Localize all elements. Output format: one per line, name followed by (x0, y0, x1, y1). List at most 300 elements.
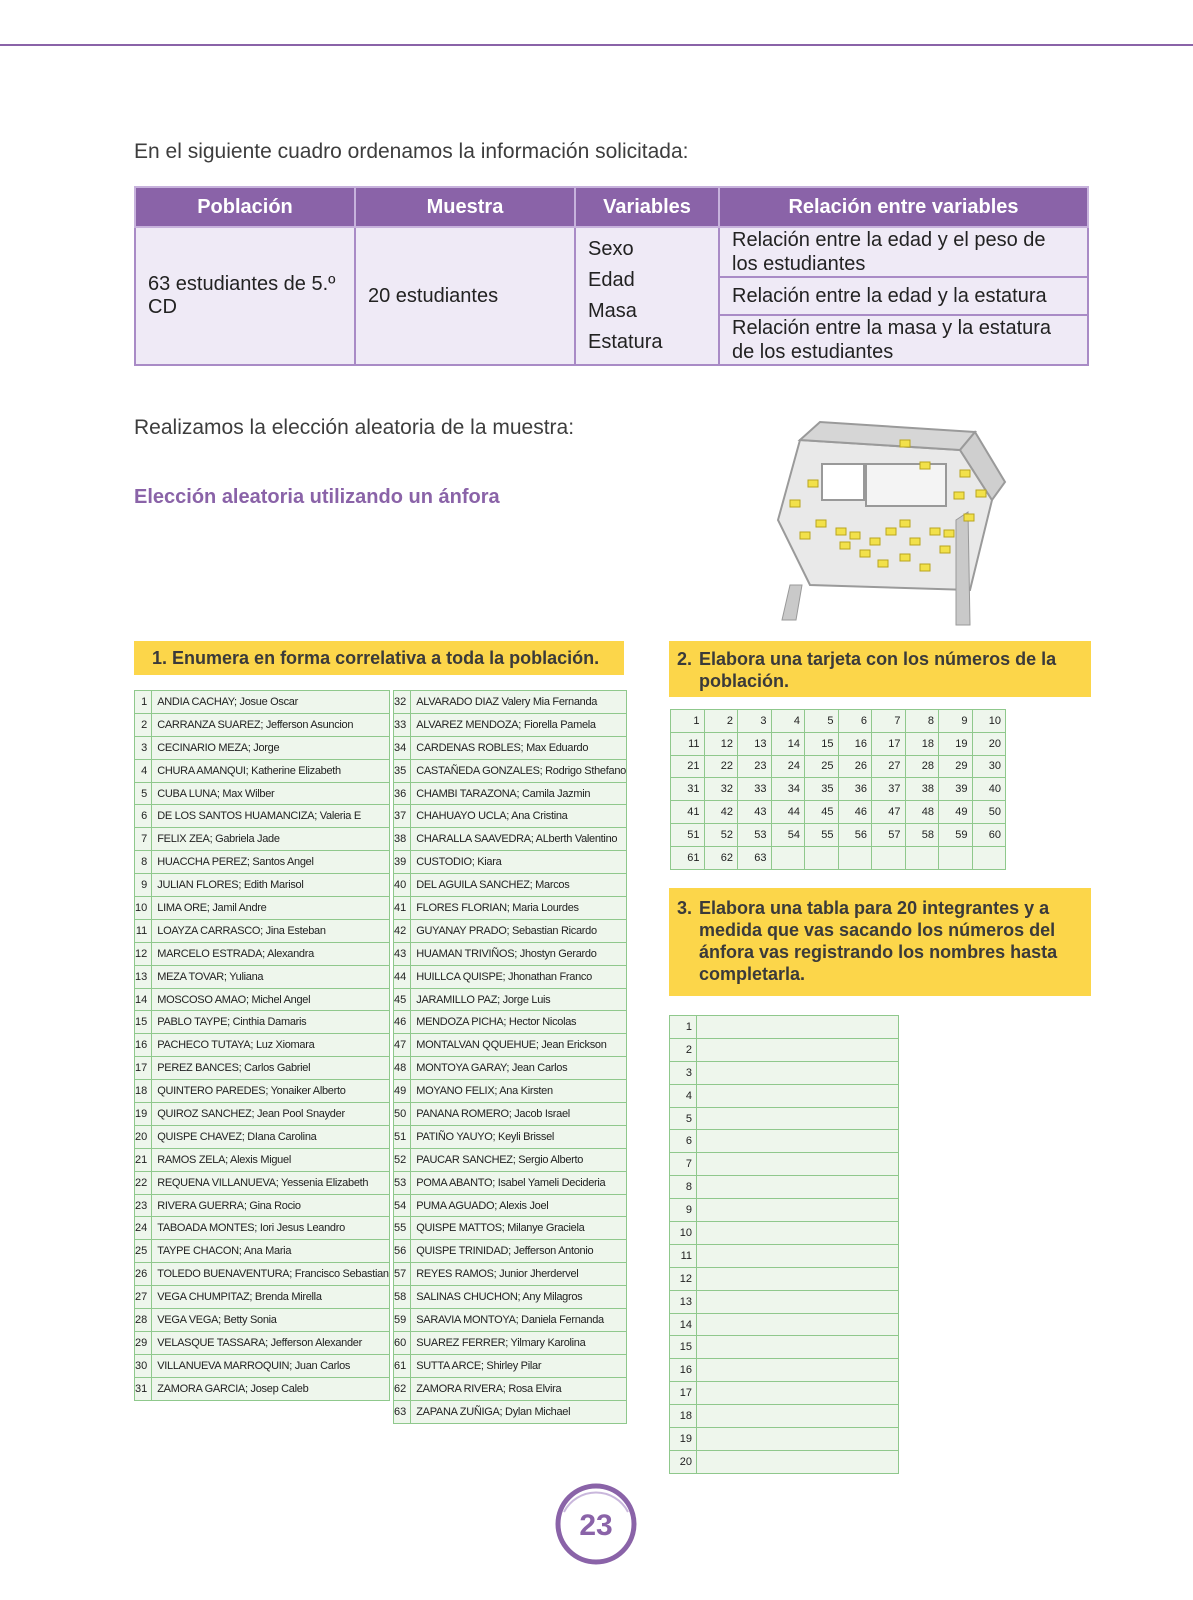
row-number: 3 (670, 1061, 697, 1084)
student-name: RAMOS ZELA; Alexis Miguel (152, 1148, 390, 1171)
blank-name-cell[interactable] (697, 1359, 899, 1382)
table-row (135, 759, 390, 782)
student-name: SARAVIA MONTOYA; Daniela Fernanda (411, 1309, 627, 1332)
blank-name-cell[interactable] (697, 1130, 899, 1153)
step-1-banner (134, 641, 624, 675)
selection-text: Realizamos la elección aleatoria de la muestra: (134, 416, 575, 439)
blank-name-cell[interactable] (697, 1222, 899, 1245)
table-row (394, 1194, 627, 1217)
grid-cell: 43 (738, 801, 772, 824)
sample-record-table (669, 1015, 899, 1474)
grid-cell-empty (939, 846, 973, 869)
table-row (135, 1125, 390, 1148)
student-name: ALVAREZ MENDOZA; Fiorella Pamela (411, 713, 627, 736)
student-name: GUYANAY PRADO; Sebastian Ricardo (411, 919, 627, 942)
student-name: QUISPE MATTOS; Milanye Graciela (411, 1217, 627, 1240)
table-row (135, 1331, 390, 1354)
step-text: Elabora una tabla para 20 integrantes y a medida que vas sacando los números del ánfora vas registrando los nombres hasta completarla. (699, 898, 1058, 984)
student-name: CHAHUAYO UCLA; Ana Cristina (411, 805, 627, 828)
table-row (394, 691, 627, 714)
student-name: HUAMAN TRIVIÑOS; Jhostyn Gerardo (411, 942, 627, 965)
row-number: 6 (670, 1130, 697, 1153)
grid-cell-empty (771, 846, 805, 869)
row-number: 36 (394, 782, 411, 805)
table-row (670, 1107, 899, 1130)
grid-cell: 40 (972, 778, 1006, 801)
grid-cell: 54 (771, 823, 805, 846)
row-number: 4 (135, 759, 152, 782)
grid-cell: 51 (671, 823, 705, 846)
row-number: 51 (394, 1125, 411, 1148)
table-row (135, 1354, 390, 1377)
grid-cell: 62 (704, 846, 738, 869)
row-number: 13 (135, 965, 152, 988)
table-row (394, 1400, 627, 1423)
table-row (670, 1016, 899, 1039)
step-number: 3. (677, 898, 693, 918)
blank-name-cell[interactable] (697, 1016, 899, 1039)
grid-cell: 31 (671, 778, 705, 801)
row-number: 46 (394, 1011, 411, 1034)
blank-name-cell[interactable] (697, 1061, 899, 1084)
row-number: 57 (394, 1263, 411, 1286)
table-row (135, 782, 390, 805)
grid-cell: 22 (704, 755, 738, 778)
table-row (670, 1038, 899, 1061)
row-number: 31 (135, 1377, 152, 1400)
table-row (135, 828, 390, 851)
row-number: 21 (135, 1148, 152, 1171)
grid-cell: 38 (905, 778, 939, 801)
student-name: REYES RAMOS; Junior Jherdervel (411, 1263, 627, 1286)
row-number: 15 (135, 1011, 152, 1034)
grid-cell: 47 (872, 801, 906, 824)
variable-item: Sexo (588, 238, 634, 260)
table-row (135, 1217, 390, 1240)
student-name: MARCELO ESTRADA; Alexandra (152, 942, 390, 965)
blank-name-cell[interactable] (697, 1084, 899, 1107)
grid-cell: 50 (972, 801, 1006, 824)
blank-name-cell[interactable] (697, 1267, 899, 1290)
student-name: MEZA TOVAR; Yuliana (152, 965, 390, 988)
grid-cell: 14 (771, 732, 805, 755)
row-number: 3 (135, 736, 152, 759)
row-number: 37 (394, 805, 411, 828)
grid-cell-empty (972, 846, 1006, 869)
blank-name-cell[interactable] (697, 1153, 899, 1176)
table-row (394, 1080, 627, 1103)
row-number: 17 (670, 1382, 697, 1405)
student-name: ANDIA CACHAY; Josue Oscar (152, 691, 390, 714)
table-row (394, 1377, 627, 1400)
student-name: LIMA ORE; Jamil Andre (152, 897, 390, 920)
student-name: SUAREZ FERRER; Yilmary Karolina (411, 1331, 627, 1354)
row-number: 10 (670, 1222, 697, 1245)
grid-cell: 35 (805, 778, 839, 801)
relacion-item: Relación entre la edad y el peso de los estudiantes (719, 227, 1088, 277)
grid-cell: 20 (972, 732, 1006, 755)
student-name: PUMA AGUADO; Alexis Joel (411, 1194, 627, 1217)
row-number: 45 (394, 988, 411, 1011)
grid-cell: 8 (905, 710, 939, 733)
grid-cell: 11 (671, 732, 705, 755)
student-name: ALVARADO DIAZ Valery Mia Fernanda (411, 691, 627, 714)
student-name: QUISPE TRINIDAD; Jefferson Antonio (411, 1240, 627, 1263)
row-number: 50 (394, 1103, 411, 1126)
table-row (670, 1199, 899, 1222)
grid-cell: 23 (738, 755, 772, 778)
blank-name-cell[interactable] (697, 1382, 899, 1405)
table-row (135, 919, 390, 942)
row-number: 44 (394, 965, 411, 988)
table-row (135, 1309, 390, 1332)
table-row (135, 1011, 390, 1034)
row-number: 60 (394, 1331, 411, 1354)
grid-cell: 2 (704, 710, 738, 733)
table-row (135, 691, 390, 714)
row-number: 9 (670, 1199, 697, 1222)
student-name: CHARALLA SAAVEDRA; ALberth Valentino (411, 828, 627, 851)
table-row (135, 942, 390, 965)
student-name: SUTTA ARCE; Shirley Pilar (411, 1354, 627, 1377)
grid-cell: 49 (939, 801, 973, 824)
summary-table (134, 186, 1089, 366)
relacion-item: Relación entre la edad y la estatura (719, 277, 1088, 315)
grid-cell: 56 (838, 823, 872, 846)
variable-item: Edad (588, 269, 635, 291)
row-number: 25 (135, 1240, 152, 1263)
table-row (670, 1061, 899, 1084)
blank-name-cell[interactable] (697, 1107, 899, 1130)
student-name: ZAMORA GARCIA; Josep Caleb (152, 1377, 390, 1400)
row-number: 16 (135, 1034, 152, 1057)
grid-cell: 44 (771, 801, 805, 824)
student-name: CUBA LUNA; Max Wilber (152, 782, 390, 805)
table-row (670, 1336, 899, 1359)
table-row (670, 1450, 899, 1473)
grid-cell: 24 (771, 755, 805, 778)
table-row (135, 1080, 390, 1103)
grid-cell: 4 (771, 710, 805, 733)
row-number: 38 (394, 828, 411, 851)
student-name: HUILLCA QUISPE; Jhonathan Franco (411, 965, 627, 988)
grid-row (671, 755, 1006, 778)
header-muestra: Muestra (355, 187, 575, 227)
row-number: 26 (135, 1263, 152, 1286)
student-name: PAUCAR SANCHEZ; Sergio Alberto (411, 1148, 627, 1171)
table-row (394, 1171, 627, 1194)
blank-name-cell[interactable] (697, 1199, 899, 1222)
student-name: VEGA VEGA; Betty Sonia (152, 1309, 390, 1332)
row-number: 11 (135, 919, 152, 942)
grid-cell: 63 (738, 846, 772, 869)
grid-cell: 26 (838, 755, 872, 778)
row-number: 6 (135, 805, 152, 828)
blank-name-cell[interactable] (697, 1176, 899, 1199)
muestra-value: 20 estudiantes (368, 284, 499, 307)
intro-text: En el siguiente cuadro ordenamos la información solicitada: (134, 140, 689, 163)
table-row (135, 1148, 390, 1171)
row-number: 2 (670, 1038, 697, 1061)
grid-cell: 41 (671, 801, 705, 824)
table-row (670, 1359, 899, 1382)
table-row (670, 1313, 899, 1336)
student-name: FELIX ZEA; Gabriela Jade (152, 828, 390, 851)
grid-row (671, 801, 1006, 824)
blank-name-cell[interactable] (697, 1405, 899, 1428)
table-row (670, 1084, 899, 1107)
blank-name-cell[interactable] (697, 1244, 899, 1267)
table-row (394, 942, 627, 965)
row-number: 59 (394, 1309, 411, 1332)
blank-name-cell[interactable] (697, 1038, 899, 1061)
student-name: CECINARIO MEZA; Jorge (152, 736, 390, 759)
student-name: CARDENAS ROBLES; Max Eduardo (411, 736, 627, 759)
row-number: 27 (135, 1286, 152, 1309)
grid-row (671, 778, 1006, 801)
row-number: 20 (670, 1450, 697, 1473)
table-row (394, 1240, 627, 1263)
table-row (135, 897, 390, 920)
student-name: TAYPE CHACON; Ana Maria (152, 1240, 390, 1263)
page-number: 23 (579, 1509, 613, 1542)
student-name: MOSCOSO AMAO; Michel Angel (152, 988, 390, 1011)
grid-cell: 13 (738, 732, 772, 755)
table-row (394, 1148, 627, 1171)
table-row (135, 713, 390, 736)
row-number: 1 (135, 691, 152, 714)
grid-cell: 52 (704, 823, 738, 846)
student-name: JARAMILLO PAZ; Jorge Luis (411, 988, 627, 1011)
grid-cell: 57 (872, 823, 906, 846)
page-number-badge (554, 1482, 638, 1566)
student-name: FLORES FLORIAN; Maria Lourdes (411, 897, 627, 920)
grid-cell: 7 (872, 710, 906, 733)
table-row (135, 1377, 390, 1400)
student-name: CARRANZA SUAREZ; Jefferson Asuncion (152, 713, 390, 736)
row-number: 19 (670, 1428, 697, 1451)
table-row (394, 759, 627, 782)
table-row (394, 1011, 627, 1034)
table-row (670, 1222, 899, 1245)
row-number: 20 (135, 1125, 152, 1148)
table-row (670, 1130, 899, 1153)
grid-row (671, 846, 1006, 869)
row-number: 30 (135, 1354, 152, 1377)
row-number: 58 (394, 1286, 411, 1309)
row-number: 1 (670, 1016, 697, 1039)
student-name: VEGA CHUMPITAZ; Brenda Mirella (152, 1286, 390, 1309)
row-number: 5 (670, 1107, 697, 1130)
table-row (135, 851, 390, 874)
grid-cell: 25 (805, 755, 839, 778)
grid-cell-empty (838, 846, 872, 869)
table-row (135, 1263, 390, 1286)
row-number: 56 (394, 1240, 411, 1263)
row-number: 14 (135, 988, 152, 1011)
row-number: 48 (394, 1057, 411, 1080)
grid-cell: 17 (872, 732, 906, 755)
step-text: Enumera en forma correlativa a toda la población. (172, 648, 600, 668)
step-number: 2. (677, 649, 693, 669)
grid-cell: 19 (939, 732, 973, 755)
row-number: 7 (670, 1153, 697, 1176)
row-number: 11 (670, 1244, 697, 1267)
row-number: 47 (394, 1034, 411, 1057)
student-name: HUACCHA PEREZ; Santos Angel (152, 851, 390, 874)
table-row (135, 874, 390, 897)
header-poblacion: Población (135, 187, 355, 227)
table-row (394, 1309, 627, 1332)
row-number: 54 (394, 1194, 411, 1217)
blank-name-cell[interactable] (697, 1313, 899, 1336)
number-card-grid (670, 709, 1006, 870)
grid-cell: 46 (838, 801, 872, 824)
table-row (135, 1057, 390, 1080)
row-number: 42 (394, 919, 411, 942)
row-number: 16 (670, 1359, 697, 1382)
student-name: JULIAN FLORES; Edith Marisol (152, 874, 390, 897)
student-name: ZAPANA ZUÑIGA; Dylan Michael (411, 1400, 627, 1423)
row-number: 61 (394, 1354, 411, 1377)
table-row (135, 1171, 390, 1194)
grid-cell: 37 (872, 778, 906, 801)
grid-cell: 18 (905, 732, 939, 755)
table-row (394, 805, 627, 828)
row-number: 34 (394, 736, 411, 759)
summary-header-row (135, 187, 1088, 227)
blank-name-cell[interactable] (697, 1450, 899, 1473)
student-name: REQUENA VILLANUEVA; Yessenia Elizabeth (152, 1171, 390, 1194)
row-number: 32 (394, 691, 411, 714)
student-name: PANANA ROMERO; Jacob Israel (411, 1103, 627, 1126)
student-name: QUIROZ SANCHEZ; Jean Pool Snayder (152, 1103, 390, 1126)
row-number: 8 (670, 1176, 697, 1199)
student-name: PABLO TAYPE; Cinthia Damaris (152, 1011, 390, 1034)
table-row (394, 1057, 627, 1080)
student-name: CASTAÑEDA GONZALES; Rodrigo Sthefano (411, 759, 627, 782)
grid-cell: 53 (738, 823, 772, 846)
grid-cell: 10 (972, 710, 1006, 733)
table-row (394, 988, 627, 1011)
step-2-banner (669, 641, 1091, 697)
grid-cell-empty (905, 846, 939, 869)
table-row (135, 1286, 390, 1309)
grid-cell: 12 (704, 732, 738, 755)
student-name: VELASQUE TASSARA; Jefferson Alexander (152, 1331, 390, 1354)
grid-cell: 45 (805, 801, 839, 824)
table-row (670, 1267, 899, 1290)
grid-cell: 48 (905, 801, 939, 824)
grid-cell: 15 (805, 732, 839, 755)
blank-name-cell[interactable] (697, 1336, 899, 1359)
student-name: MONTOYA GARAY; Jean Carlos (411, 1057, 627, 1080)
cell-variables (575, 227, 719, 365)
table-row (670, 1428, 899, 1451)
grid-cell-empty (805, 846, 839, 869)
row-number: 17 (135, 1057, 152, 1080)
row-number: 15 (670, 1336, 697, 1359)
table-row (135, 805, 390, 828)
grid-cell: 5 (805, 710, 839, 733)
student-name: PEREZ BANCES; Carlos Gabriel (152, 1057, 390, 1080)
table-row (670, 1176, 899, 1199)
student-name: CHAMBI TARAZONA; Camila Jazmin (411, 782, 627, 805)
row-number: 29 (135, 1331, 152, 1354)
student-name: PATIÑO YAUYO; Keyli Brissel (411, 1125, 627, 1148)
student-name: DEL AGUILA SANCHEZ; Marcos (411, 874, 627, 897)
variable-item: Masa (588, 300, 637, 322)
grid-cell: 61 (671, 846, 705, 869)
row-number: 52 (394, 1148, 411, 1171)
row-number: 22 (135, 1171, 152, 1194)
grid-cell-empty (872, 846, 906, 869)
variable-item: Estatura (588, 331, 663, 353)
table-row (394, 1103, 627, 1126)
section-subtitle: Elección aleatoria utilizando un ánfora (134, 486, 500, 508)
grid-cell: 34 (771, 778, 805, 801)
table-row (135, 1034, 390, 1057)
row-number: 43 (394, 942, 411, 965)
table-row (394, 1286, 627, 1309)
row-number: 9 (135, 874, 152, 897)
raffle-drum-illustration (760, 420, 1020, 640)
table-row (670, 1290, 899, 1313)
header-relacion: Relación entre variables (719, 187, 1088, 227)
row-number: 10 (135, 897, 152, 920)
grid-cell: 55 (805, 823, 839, 846)
row-number: 33 (394, 713, 411, 736)
row-number: 8 (135, 851, 152, 874)
table-row (135, 1103, 390, 1126)
table-row (394, 1263, 627, 1286)
student-name: MENDOZA PICHA; Hector Nicolas (411, 1011, 627, 1034)
row-number: 55 (394, 1217, 411, 1240)
grid-cell: 39 (939, 778, 973, 801)
row-number: 62 (394, 1377, 411, 1400)
row-number: 5 (135, 782, 152, 805)
table-row (135, 988, 390, 1011)
row-number: 40 (394, 874, 411, 897)
table-row (670, 1153, 899, 1176)
row-number: 18 (670, 1405, 697, 1428)
step-3-banner (669, 888, 1091, 996)
row-number: 63 (394, 1400, 411, 1423)
poblacion-value: 63 estudiantes de 5.º CD (148, 273, 336, 318)
table-row (670, 1382, 899, 1405)
grid-cell: 6 (838, 710, 872, 733)
row-number: 35 (394, 759, 411, 782)
student-name: POMA ABANTO; Isabel Yameli Decideria (411, 1171, 627, 1194)
blank-name-cell[interactable] (697, 1428, 899, 1451)
grid-cell: 16 (838, 732, 872, 755)
table-row (394, 782, 627, 805)
student-name: ZAMORA RIVERA; Rosa Elvira (411, 1377, 627, 1400)
top-rule (0, 44, 1193, 46)
table-row (135, 736, 390, 759)
cell-muestra (355, 227, 575, 365)
student-name: LOAYZA CARRASCO; Jina Esteban (152, 919, 390, 942)
step-text: Elabora una tarjeta con los números de la población. (699, 649, 1057, 691)
student-name: TABOADA MONTES; Iori Jesus Leandro (152, 1217, 390, 1240)
row-number: 12 (135, 942, 152, 965)
student-name: MONTALVAN QQUEHUE; Jean Erickson (411, 1034, 627, 1057)
blank-name-cell[interactable] (697, 1290, 899, 1313)
student-name: MOYANO FELIX; Ana Kirsten (411, 1080, 627, 1103)
table-row (394, 1331, 627, 1354)
row-number: 39 (394, 851, 411, 874)
step-number: 1. (152, 648, 168, 668)
